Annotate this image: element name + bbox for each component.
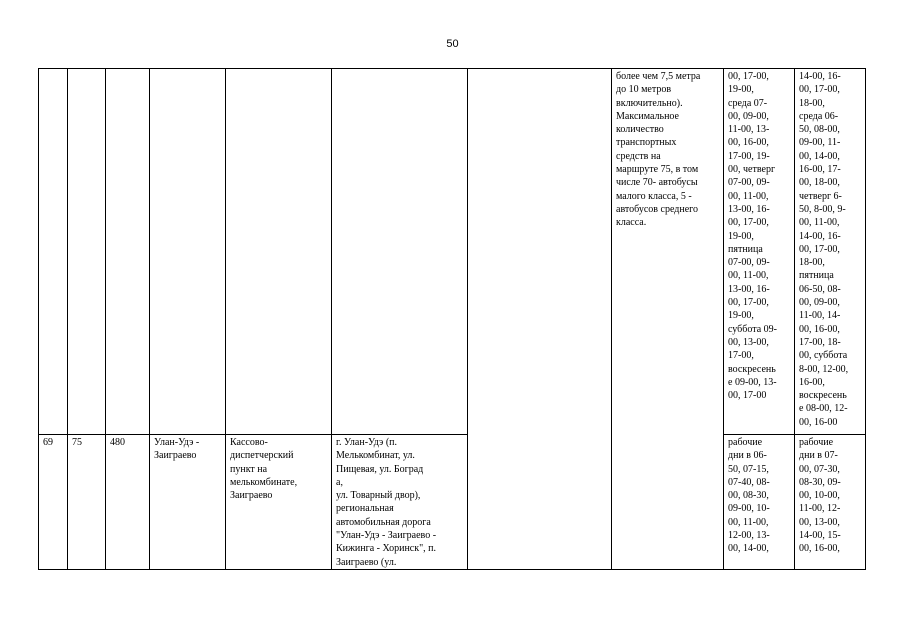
cell-schedule-back: 14-00, 16- 00, 17-00, 18-00, среда 06- 50, 08-00, 09-00, 11- 00, 14-00, 16-00, 17- 00, 18-00, четверг 6- 50, 8-00, 9- 00, 11-00, 14-00, 16- 00, 17-00, 18-00, пятница 06-50, 08- 00, 09-00, 11-00, 14- 00, 16-00, 17-00, 18- 00, суббота 8-00, 12-00, 16-00, воскресень е 08-00, 12- 00, 16-00 <box>795 69 866 435</box>
cell-stops: Кассово- диспетчерский пункт на мелькомбинате, Заиграево <box>226 435 332 570</box>
cell-vehicles: более чем 7,5 метра до 10 метров включительно). Максимальное количество транспортных средств на маршруте 75, в том числе 70- автобусы малого класса, 5 - автобусов среднего класса. <box>612 69 724 570</box>
cell-name <box>150 69 226 435</box>
cell-path: г. Улан-Удэ (п. Мелькомбинат, ул. Пищевая, ул. Боград а, ул. Товарный двор), региональная автомобильная дорога "Улан-Удэ - Заиграево - Кижинга - Хоринск", п. Заиграево (ул. <box>332 435 468 570</box>
cell-schedule-forward: 00, 17-00, 19-00, среда 07- 00, 09-00, 11-00, 13- 00, 16-00, 17-00, 19- 00, четверг 07-00, 09- 00, 11-00, 13-00, 16- 00, 17-00, 19-00, пятница 07-00, 09- 00, 11-00, 13-00, 16- 00, 17-00, 19-00, суббота 09- 00, 13-00, 17-00, воскресень е 09-00, 13- 00, 17-00 <box>724 69 795 435</box>
cell-col3 <box>106 69 150 435</box>
table-row <box>39 435 866 570</box>
table-row <box>39 69 866 435</box>
cell-number: 69 <box>39 435 68 570</box>
cell-col7 <box>468 69 612 570</box>
cell-number <box>39 69 68 435</box>
cell-path <box>332 69 468 435</box>
cell-col3: 480 <box>106 435 150 570</box>
cell-stops <box>226 69 332 435</box>
page-number: 50 <box>446 38 459 50</box>
route-table <box>38 68 866 570</box>
cell-schedule-forward: рабочие дни в 06- 50, 07-15, 07-40, 08- 00, 08-30, 09-00, 10- 00, 11-00, 12-00, 13- 00, 14-00, <box>724 435 795 570</box>
cell-route: 75 <box>68 435 106 570</box>
cell-route <box>68 69 106 435</box>
cell-name: Улан-Удэ - Заиграево <box>150 435 226 570</box>
cell-schedule-back: рабочие дни в 07- 00, 07-30, 08-30, 09- 00, 10-00, 11-00, 12- 00, 13-00, 14-00, 15- 00, 16-00, <box>795 435 866 570</box>
